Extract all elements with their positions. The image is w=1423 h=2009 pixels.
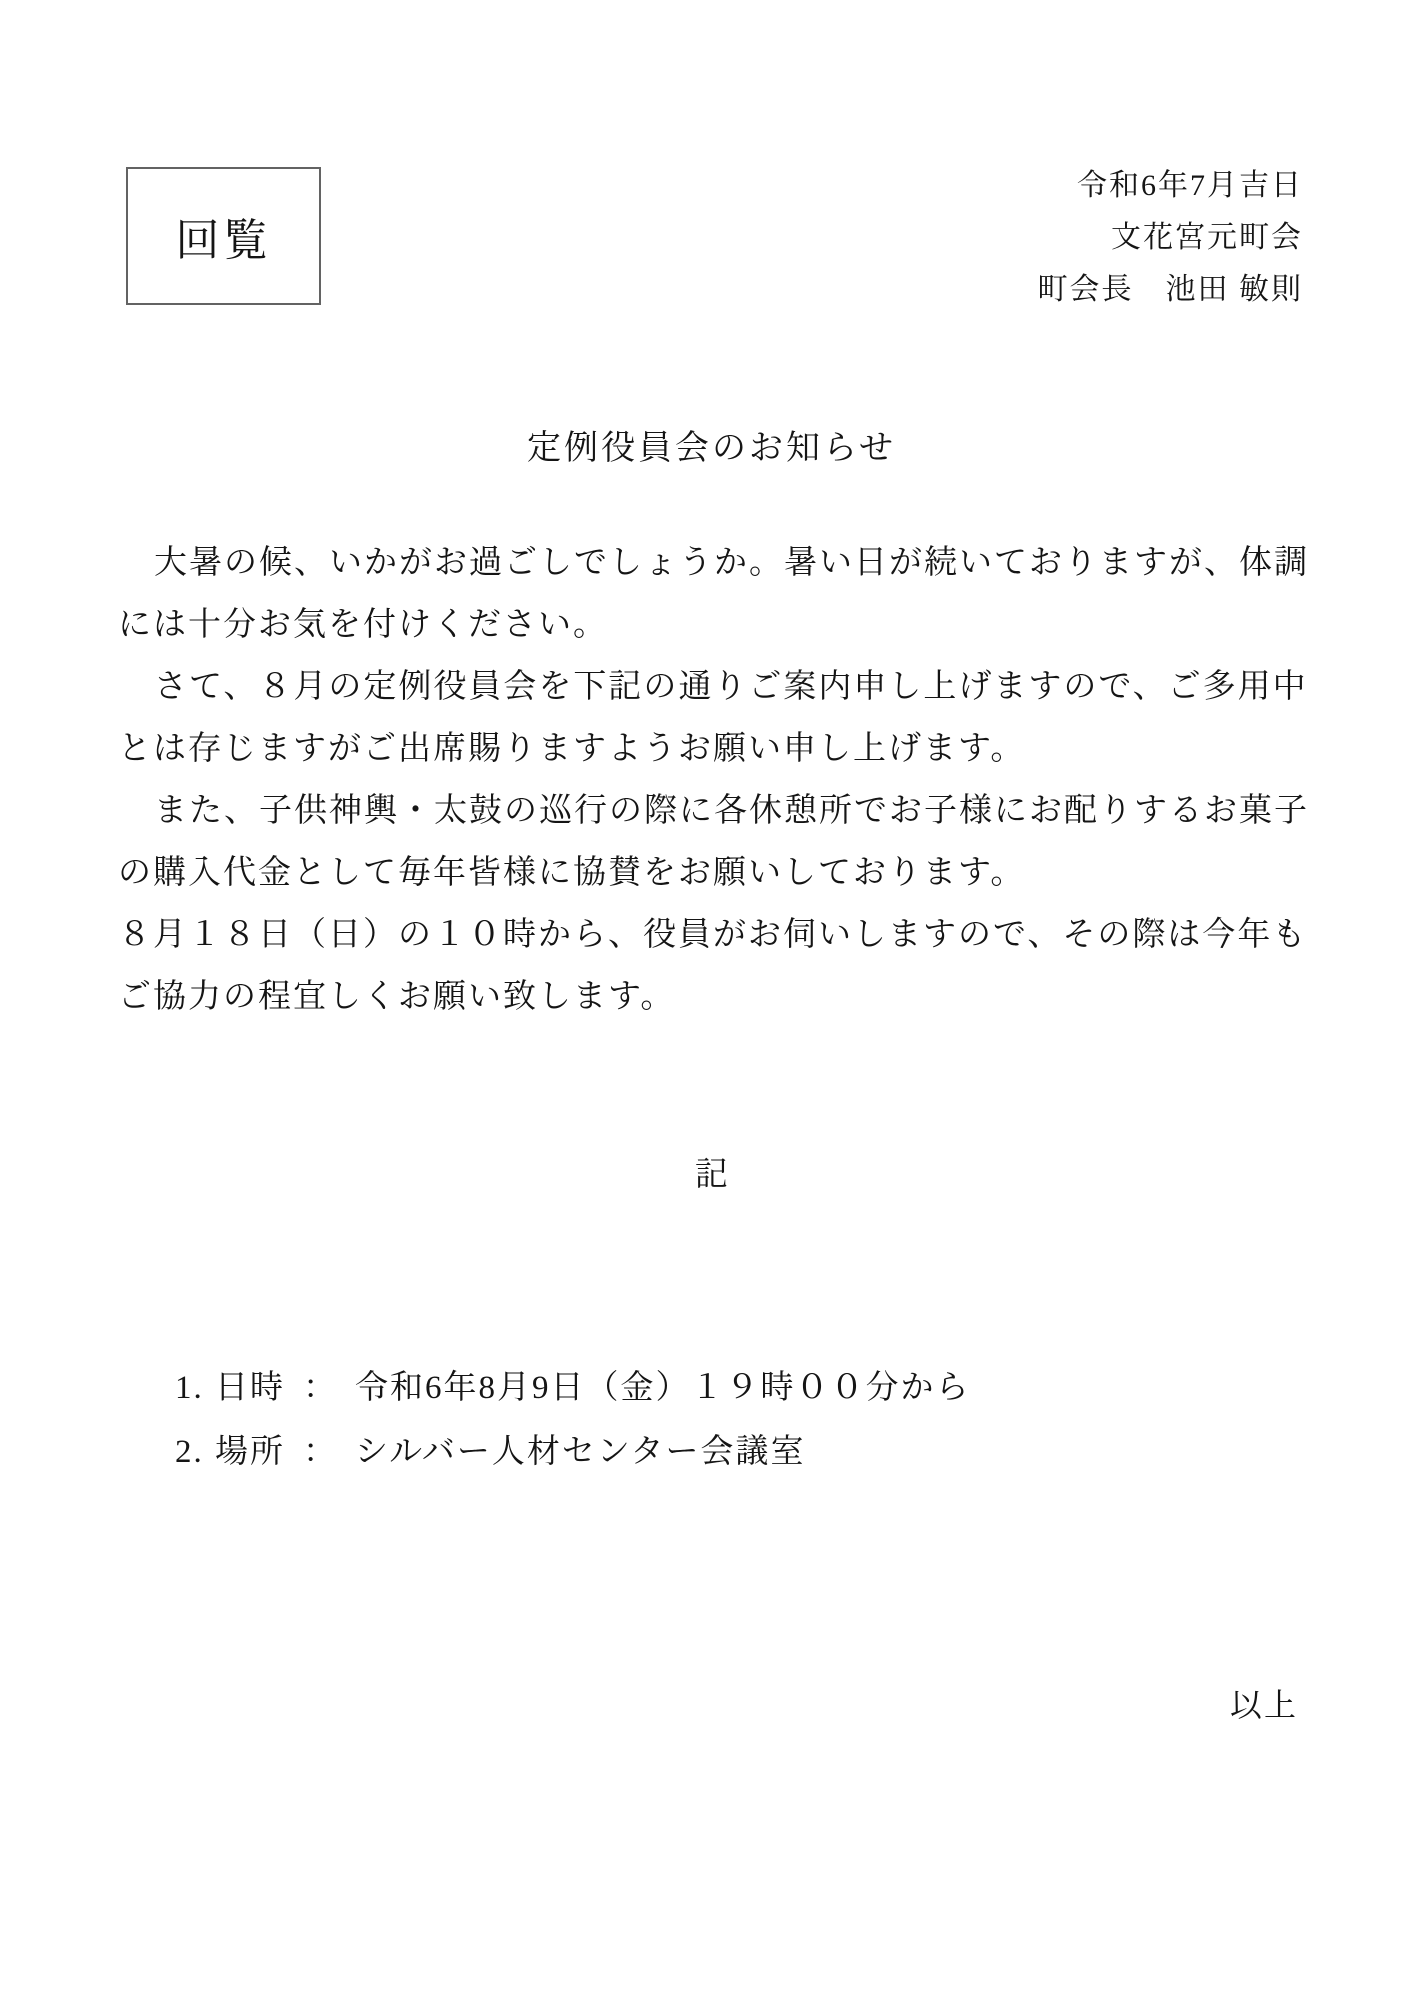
body-line: さて、８月の定例役員会を下記の通りご案内申し上げますので、ご多用中 <box>154 669 1308 705</box>
item-number: 1. <box>175 1370 204 1406</box>
item-value: シルバー人材センター会議室 <box>355 1434 806 1470</box>
item-label: 日時 <box>215 1370 285 1406</box>
body-line: ご協力の程宜しくお願い致します。 <box>118 979 676 1015</box>
body-line: ８月１８日（日）の１０時から、役員がお伺いしますので、その際は今年も <box>118 917 1308 953</box>
circulation-stamp-label: 回覧 <box>175 216 272 265</box>
body-line: 大暑の候、いかがお過ごしでしょうか。暑い日が続いておりますが、体調 <box>154 545 1309 581</box>
paragraph-donation-request <box>118 780 1358 1028</box>
page-title: 定例役員会のお知らせ <box>527 430 896 467</box>
detail-list <box>175 1356 971 1484</box>
body-line: また、子供神輿・太鼓の巡行の際に各休憩所でお子様にお配りするお菓子 <box>154 793 1309 829</box>
remark-marker: 記 <box>695 1157 728 1193</box>
header-signer: 町会長 池田 敏則 <box>1037 273 1303 306</box>
body-line: とは存じますがご出席賜りますようお願い申し上げます。 <box>118 731 1026 767</box>
document-body <box>118 532 1358 1028</box>
item-separator: ： <box>303 1434 338 1470</box>
header-organization: 文花宮元町会 <box>1111 221 1303 254</box>
item-number: 2. <box>175 1434 204 1470</box>
item-separator: ： <box>303 1370 338 1406</box>
paragraph-meeting-notice <box>118 656 1358 780</box>
paragraph-greeting <box>118 532 1358 656</box>
closing-marker: 以上 <box>1229 1687 1298 1723</box>
list-item <box>175 1420 971 1484</box>
document-header <box>1038 160 1304 316</box>
item-label: 場所 <box>215 1434 285 1470</box>
item-value: 令和6年8月9日（金）１９時００分から <box>355 1370 971 1406</box>
circulation-stamp-box <box>126 167 321 305</box>
list-item <box>175 1356 971 1420</box>
body-line: の購入代金として毎年皆様に協賛をお願いしております。 <box>118 855 1026 891</box>
body-line: には十分お気を付けください。 <box>118 607 608 643</box>
header-date: 令和6年7月吉日 <box>1077 169 1303 202</box>
